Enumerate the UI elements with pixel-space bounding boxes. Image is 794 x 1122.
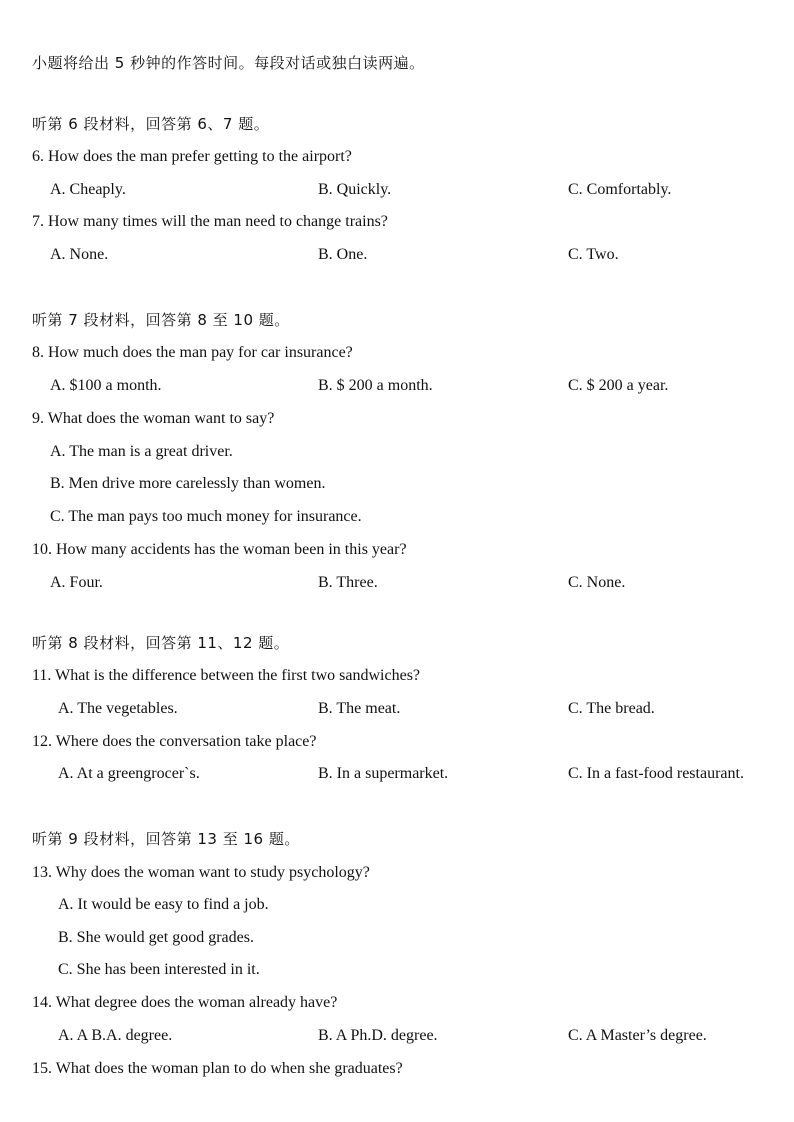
question-stem: 11. What is the difference between the first two sandwiches? [32,667,421,684]
option-a: A. It would be easy to find a job. [58,896,269,913]
option-b: B. A Ph.D. degree. [318,1027,438,1044]
question-stem: 12. Where does the conversation take place? [32,733,317,750]
option-a: A. The vegetables. [58,700,178,717]
option-b: B. Three. [318,574,378,591]
option-c: C. Two. [568,246,619,263]
question-stem: 8. How much does the man pay for car insurance? [32,344,353,361]
option-a: A. $100 a month. [50,377,162,394]
option-a: A. None. [50,246,109,263]
option-b: B. $ 200 a month. [318,377,433,394]
question-stem: 7. How many times will the man need to change trains? [32,213,388,230]
option-b: B. Men drive more carelessly than women. [50,475,326,492]
option-c: C. The man pays too much money for insurance. [50,508,362,525]
option-b: B. In a supermarket. [318,765,449,782]
question-stem: 15. What does the woman plan to do when she graduates? [32,1060,403,1077]
option-a: A. A B.A. degree. [58,1027,173,1044]
option-c: C. $ 200 a year. [568,377,669,394]
section-heading: 听第 7 段材料，回答第 8 至 10 题。 [32,311,290,329]
question-stem: 13. Why does the woman want to study psychology? [32,864,370,881]
option-c: C. She has been interested in it. [58,961,260,978]
option-c: C. None. [568,574,626,591]
instructions-intro: 小题将给出 5 秒钟的作答时间。每段对话或独白读两遍。 [32,54,425,72]
question-stem: 9. What does the woman want to say? [32,410,275,427]
section-heading: 听第 9 段材料，回答第 13 至 16 题。 [32,830,300,848]
option-b: B. She would get good grades. [58,929,254,946]
question-stem: 10. How many accidents has the woman been in this year? [32,541,407,558]
option-c: C. In a fast-food restaurant. [568,765,744,782]
question-stem: 14. What degree does the woman already have? [32,994,338,1011]
option-a: A. At a greengrocer`s. [58,765,200,782]
option-b: B. The meat. [318,700,401,717]
question-stem: 6. How does the man prefer getting to the airport? [32,148,352,165]
section-heading: 听第 8 段材料，回答第 11、12 题。 [32,634,290,652]
option-a: A. Cheaply. [50,181,126,198]
option-c: C. A Master’s degree. [568,1027,707,1044]
option-b: B. Quickly. [318,181,392,198]
option-a: A. Four. [50,574,103,591]
option-a: A. The man is a great driver. [50,443,233,460]
section-heading: 听第 6 段材料，回答第 6、7 题。 [32,115,270,133]
option-c: C. The bread. [568,700,655,717]
option-b: B. One. [318,246,368,263]
option-c: C. Comfortably. [568,181,672,198]
